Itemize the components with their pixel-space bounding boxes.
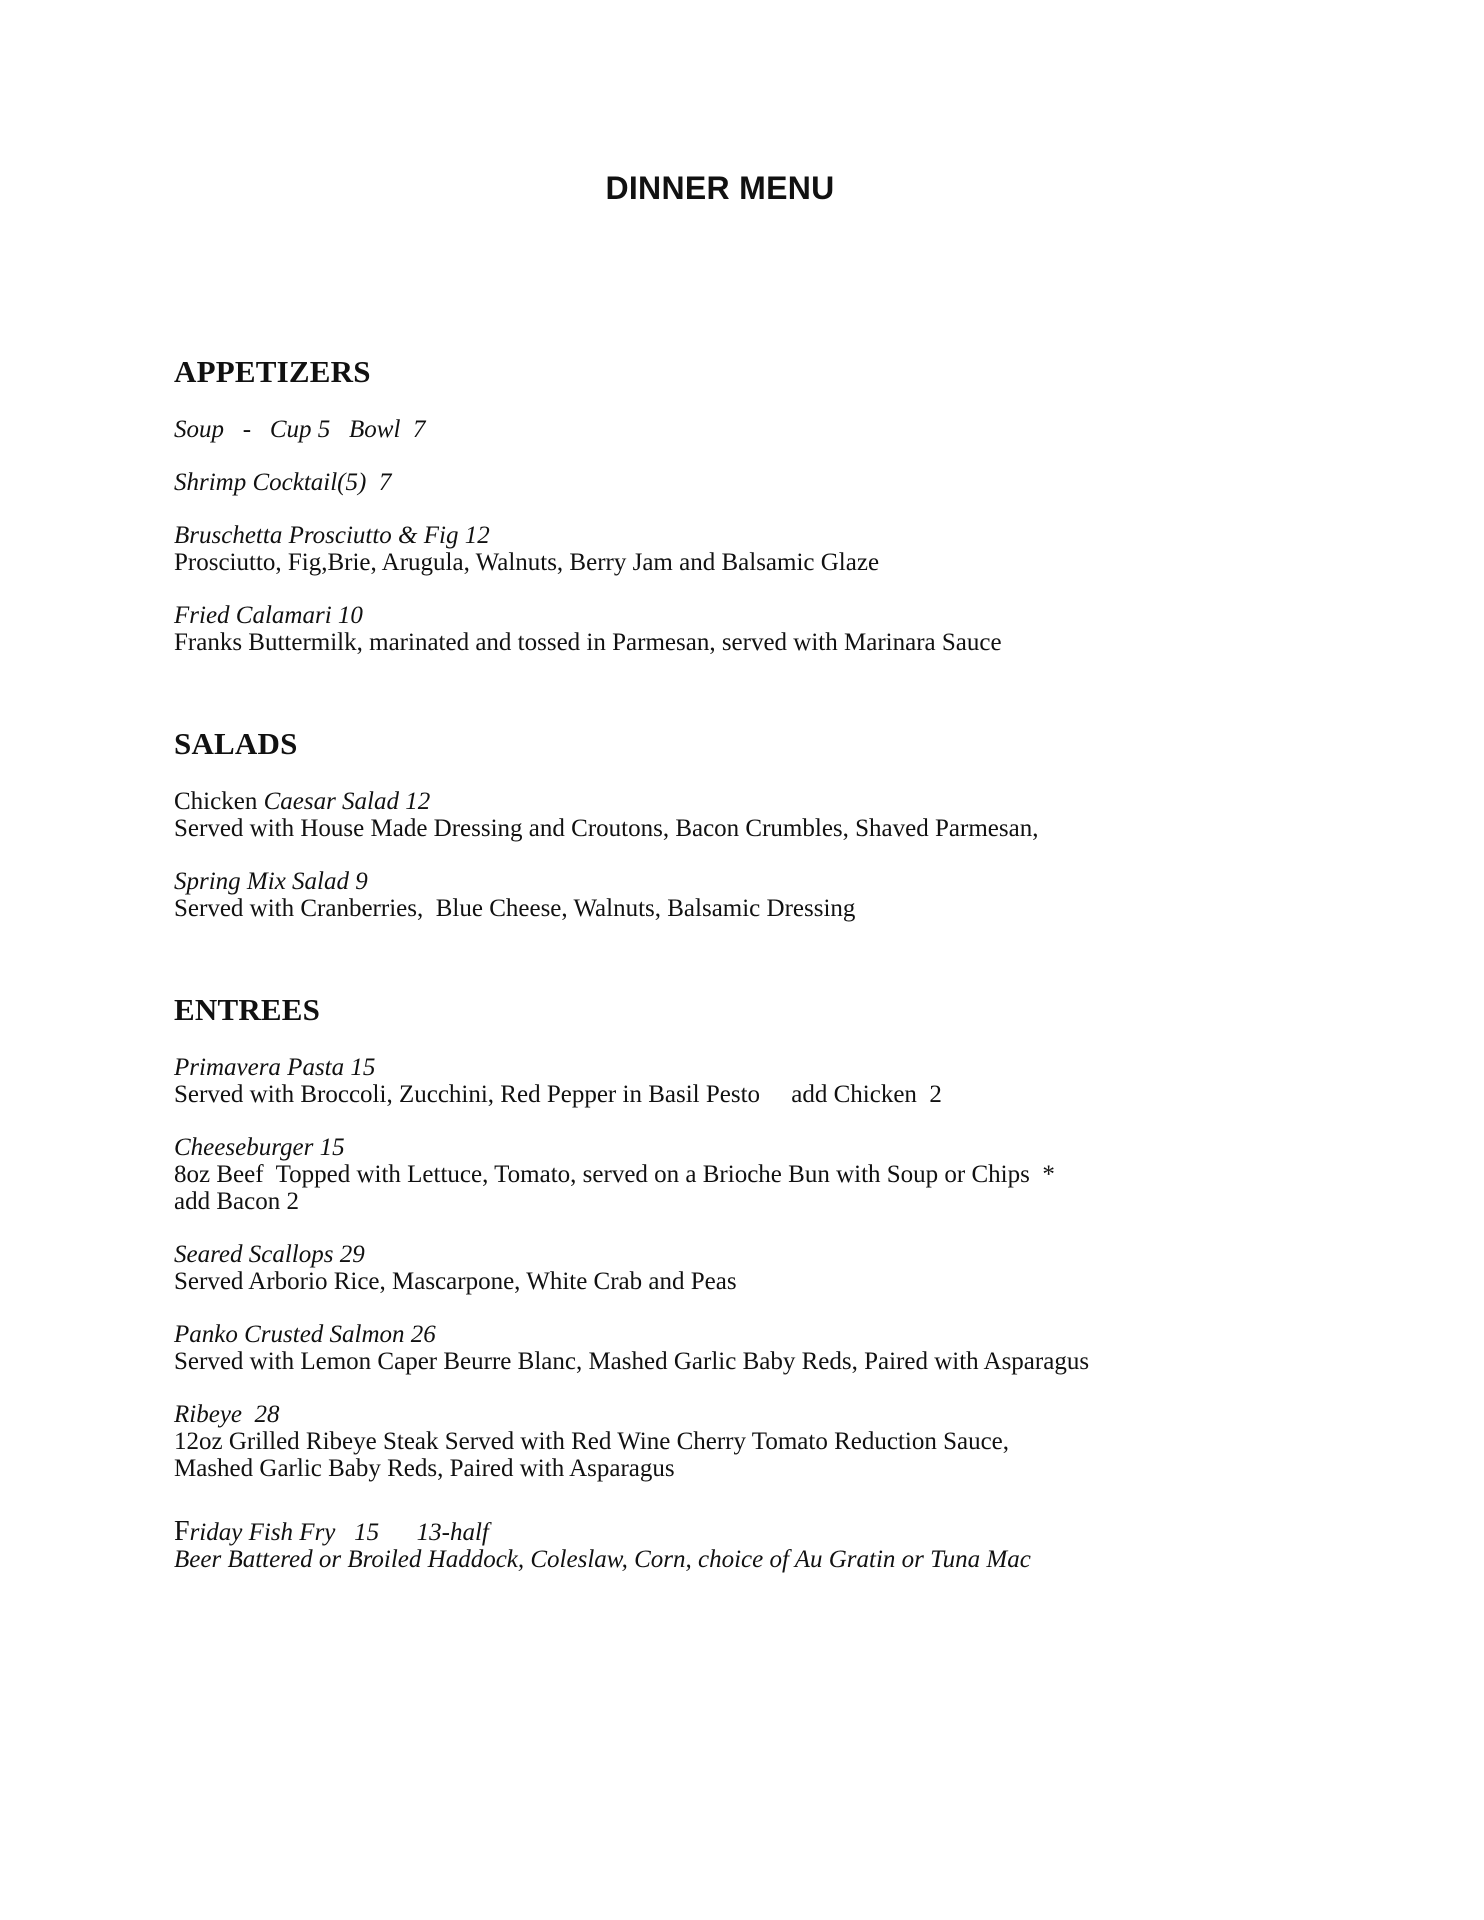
item-title: Seared Scallops 29 (174, 1241, 365, 1268)
item-title: Panko Crusted Salmon 26 (174, 1321, 436, 1348)
menu-item-spring-mix-salad (174, 868, 1354, 922)
salads-section (174, 726, 1354, 922)
menu-item-ribeye (174, 1401, 1354, 1482)
section-heading-appetizers: APPETIZERS (174, 354, 371, 389)
item-title: Soup - Cup 5 Bowl 7 (174, 416, 426, 443)
item-description: Prosciutto, Fig,Brie, Arugula, Walnuts, Berry Jam and Balsamic Glaze (174, 549, 880, 576)
item-title-first-letter: F (174, 1516, 190, 1547)
entrees-section (174, 992, 1354, 1573)
menu-item-friday-fish-fry (174, 1518, 1354, 1573)
item-description: Beer Battered or Broiled Haddock, Coleslaw, Corn, choice of Au Gratin or Tuna Mac (174, 1546, 1031, 1573)
item-title: Primavera Pasta 15 (174, 1054, 376, 1081)
menu-item-chicken-caesar-salad (174, 788, 1354, 842)
appetizers-section (174, 354, 1354, 656)
item-title: Ribeye 28 (174, 1401, 280, 1428)
item-title-rest: riday Fish Fry 15 13-half (189, 1519, 489, 1546)
menu-item-shrimp-cocktail (174, 469, 1354, 496)
item-description-addon: add Bacon 2 (174, 1188, 299, 1215)
item-description: Served with Cranberries, Blue Cheese, Walnuts, Balsamic Dressing (174, 895, 856, 922)
page-title: DINNER MENU (605, 170, 835, 206)
item-title: Spring Mix Salad 9 (174, 868, 368, 895)
menu-item-soup (174, 416, 1354, 443)
section-heading-salads: SALADS (174, 726, 298, 761)
item-title-rest: Caesar Salad 12 (263, 788, 431, 815)
menu-item-bruschetta (174, 522, 1354, 576)
menu-item-fried-calamari (174, 602, 1354, 656)
item-title: Cheeseburger 15 (174, 1134, 345, 1161)
item-description: Served with House Made Dressing and Croutons, Bacon Crumbles, Shaved Parmesan, (174, 815, 1039, 842)
item-title: Bruschetta Prosciutto & Fig 12 (174, 522, 490, 549)
section-spacer (174, 682, 1354, 726)
menu-item-primavera-pasta (174, 1054, 1354, 1108)
item-title (174, 1518, 1354, 1546)
menu-body (174, 354, 1354, 1599)
item-description: Served with Broccoli, Zucchini, Red Pepper in Basil Pesto add Chicken 2 (174, 1081, 942, 1108)
item-title: Shrimp Cocktail(5) 7 (174, 469, 392, 496)
section-spacer (174, 948, 1354, 992)
item-title: Fried Calamari 10 (174, 602, 363, 629)
item-title (174, 788, 1354, 815)
item-description: 12oz Grilled Ribeye Steak Served with Red Wine Cherry Tomato Reduction Sauce, (174, 1428, 1010, 1455)
menu-item-seared-scallops (174, 1241, 1354, 1295)
menu-item-panko-crusted-salmon (174, 1321, 1354, 1375)
menu-item-cheeseburger (174, 1134, 1354, 1215)
item-description: Franks Buttermilk, marinated and tossed in Parmesan, served with Marinara Sauce (174, 629, 1002, 656)
item-title-prefix: Chicken (174, 788, 264, 815)
item-description: Served with Lemon Caper Beurre Blanc, Mashed Garlic Baby Reds, Paired with Asparagus (174, 1348, 1090, 1375)
item-description: Served Arborio Rice, Mascarpone, White Crab and Peas (174, 1268, 737, 1295)
section-heading-entrees: ENTREES (174, 992, 321, 1027)
item-description-line2: Mashed Garlic Baby Reds, Paired with Asparagus (174, 1455, 675, 1482)
item-description: 8oz Beef Topped with Lettuce, Tomato, served on a Brioche Bun with Soup or Chips * (174, 1161, 1055, 1188)
